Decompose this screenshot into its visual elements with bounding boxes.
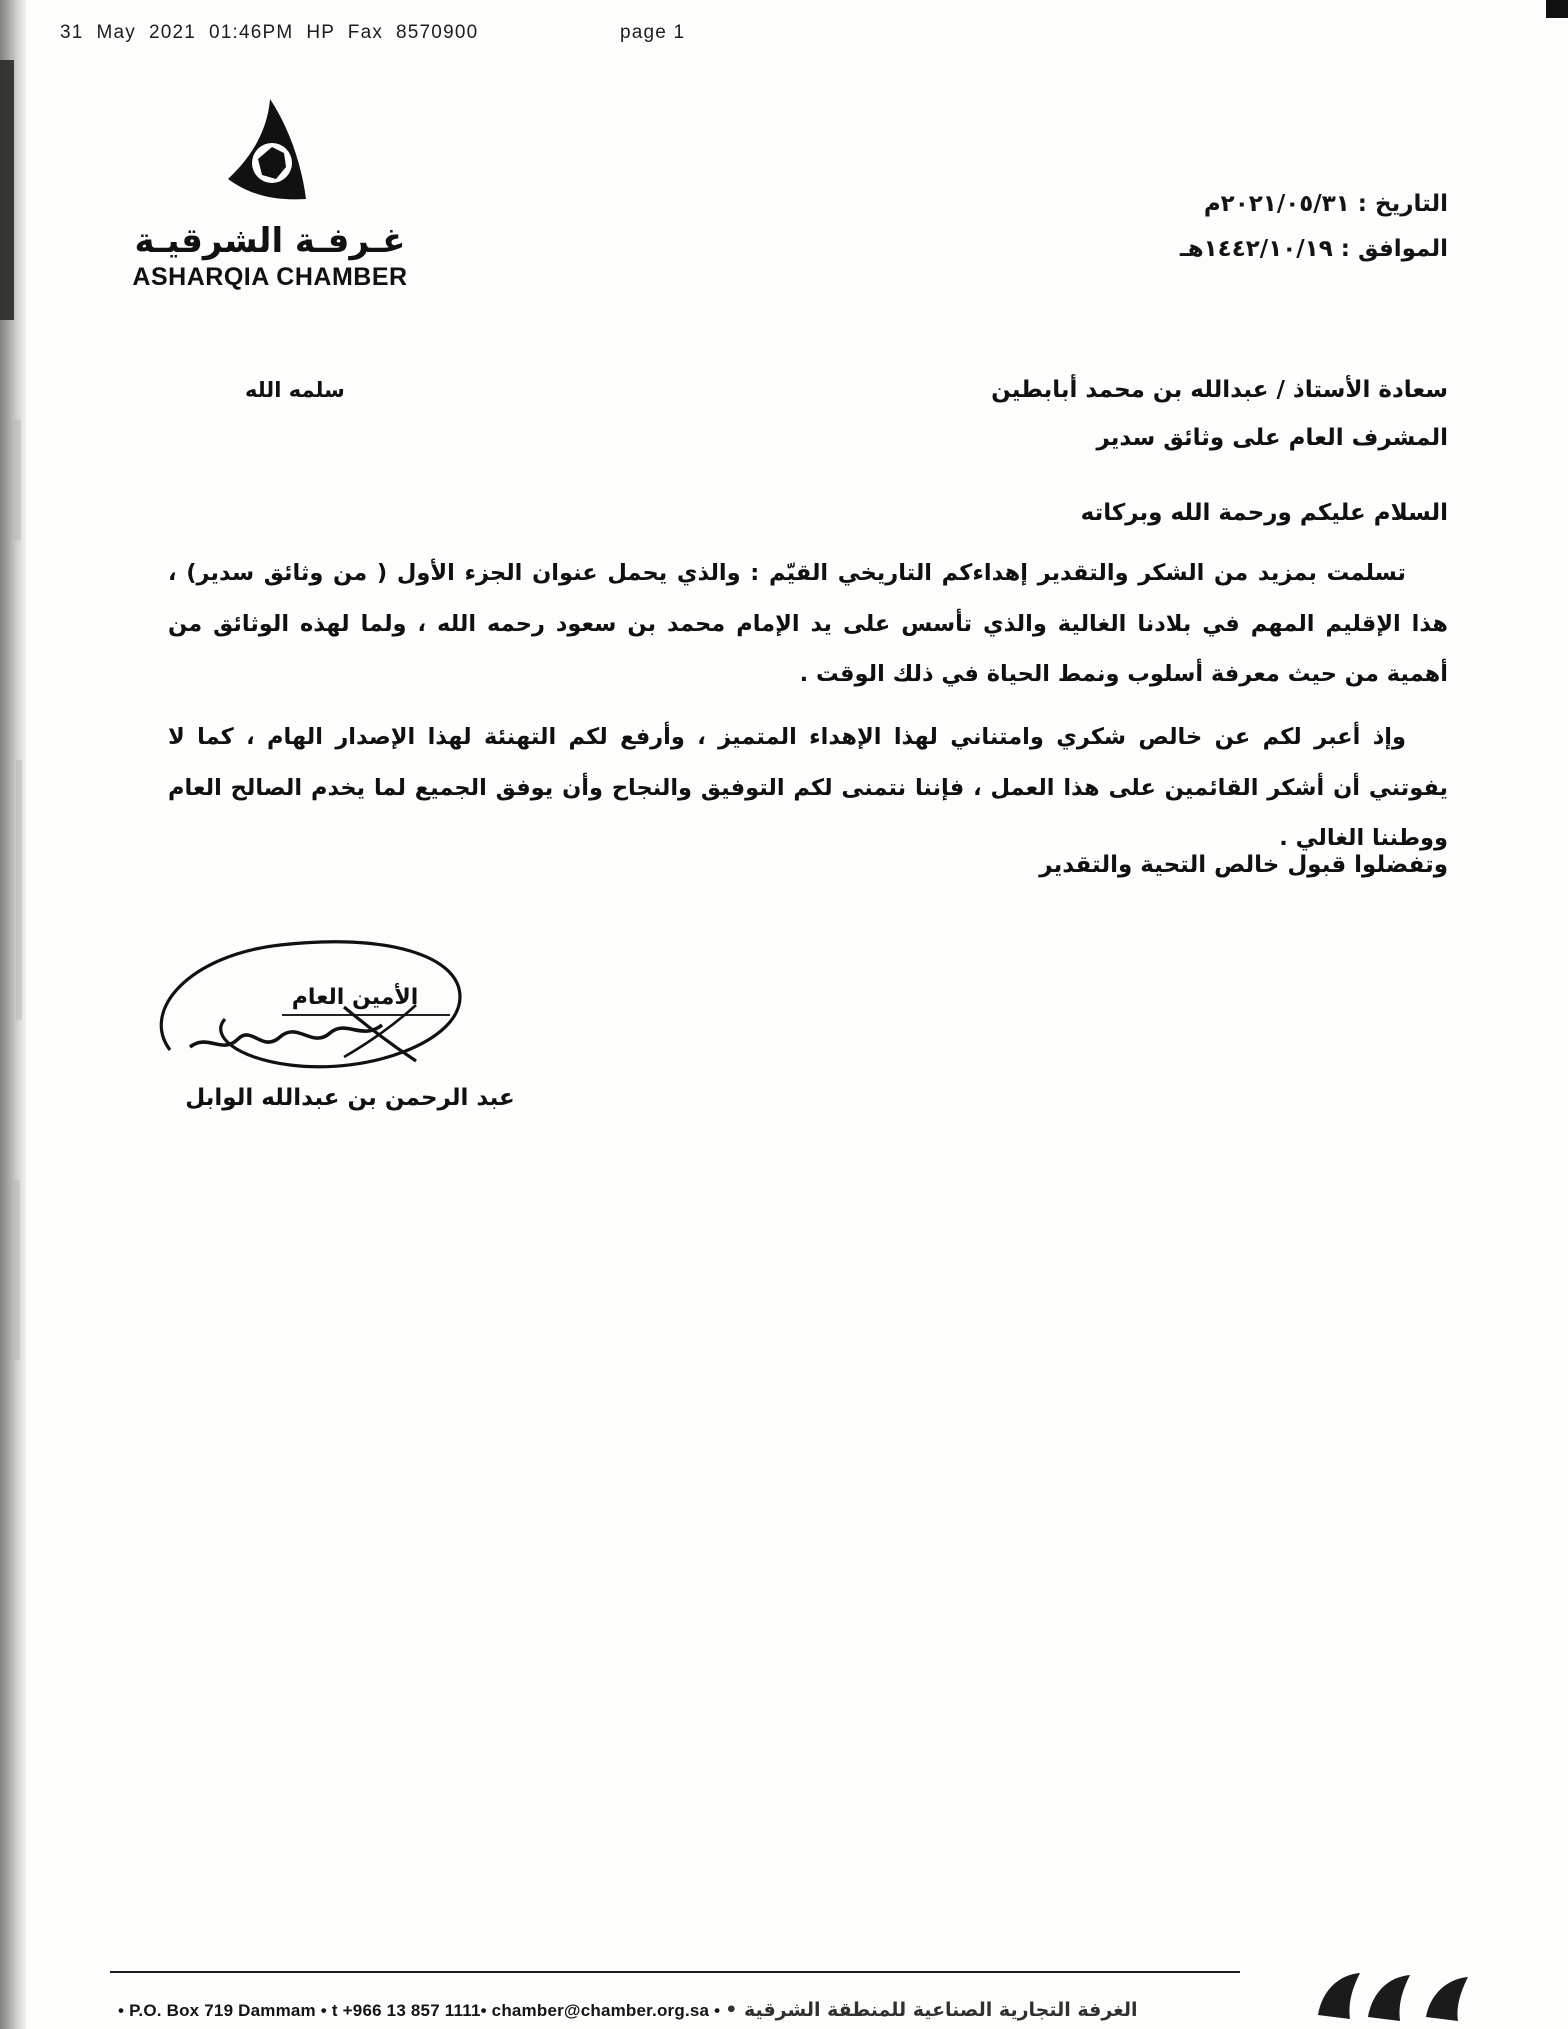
footer-contact-arabic: الغرفة التجارية الصناعية للمنطقة الشرقية • — [725, 1999, 1138, 2021]
handwritten-signature-icon — [130, 915, 570, 1105]
letterhead-name-english: ASHARQIA CHAMBER — [132, 263, 408, 291]
scan-speckle — [14, 420, 21, 540]
fax-page-number: page 1 — [620, 22, 686, 43]
scan-edge-artifact-dark — [0, 60, 14, 320]
closing-line: وتفضلوا قبول خالص التحية والتقدير — [1039, 852, 1448, 878]
body-paragraph: وإذ أعبر لكم عن خالص شكري وامتناني لهذا الإهداء المتميز ، وأرفع لكم التهنئة لهذا الإصدار الهام ، كما لا يفوتني أن أشكر القائمين على هذا العمل ، فإننا نتمنى لكم التوفيق والنجاح وأن يوفق الجميع لما يخدم الصالح العام ووطننا الغالي . — [168, 723, 1448, 852]
addressee-honorific: سلمه الله — [245, 378, 345, 402]
addressee-block — [748, 366, 1448, 463]
fax-transmission-header: 31 May 2021 01:46PM HP Fax 8570900 — [60, 22, 479, 43]
date-block — [1180, 182, 1448, 272]
letter-body — [168, 548, 1448, 876]
letterhead-name-arabic: غـرفـة الشرقيـة — [134, 221, 406, 261]
signature-name: عبد الرحمن بن عبدالله الوابل — [185, 1085, 515, 1111]
greeting-line: السلام عليكم ورحمة الله وبركاته — [1080, 500, 1448, 526]
addressee-title: المشرف العام على وثائق سدير — [1096, 425, 1448, 452]
signature-title: الأمين العام — [291, 985, 419, 1010]
letterhead — [110, 95, 430, 292]
scan-speckle — [12, 1180, 20, 1360]
body-paragraph: تسلمت بمزيد من الشكر والتقدير إهداءكم التاريخي القيّم : والذي يحمل عنوان الجزء الأول ( من وثائق سدير) ، هذا الإقليم المهم في بلادنا الغالية والذي تأسس على يد الإمام محمد بن سعود رحمه الله ، ولما لهذه الوثائق من أهمية من حيث معرفة أسلوب ونمط الحياة في ذلك الوقت . — [168, 560, 1448, 688]
signature-block — [130, 985, 570, 1111]
hijri-date: الموافق : ١٤٤٢/١٠/١٩هـ — [1179, 235, 1448, 262]
addressee-name: سعادة الأستاذ / عبدالله بن محمد أبابطين — [991, 377, 1448, 403]
scan-corner-artifact — [1546, 0, 1568, 18]
footer-partner-logos — [1308, 1965, 1508, 2025]
footer-divider — [110, 1971, 1240, 1973]
footer-contact-latin: • P.O. Box 719 Dammam • t +966 13 857 1111• chamber@chamber.org.sa • — [118, 2001, 721, 2020]
asharqia-chamber-logo-icon — [210, 95, 330, 215]
gregorian-date: التاريخ : ٢٠٢١/٠٥/٣١م — [1203, 191, 1448, 217]
scan-speckle — [16, 760, 22, 1020]
footer-contact-info — [118, 1999, 1248, 2021]
